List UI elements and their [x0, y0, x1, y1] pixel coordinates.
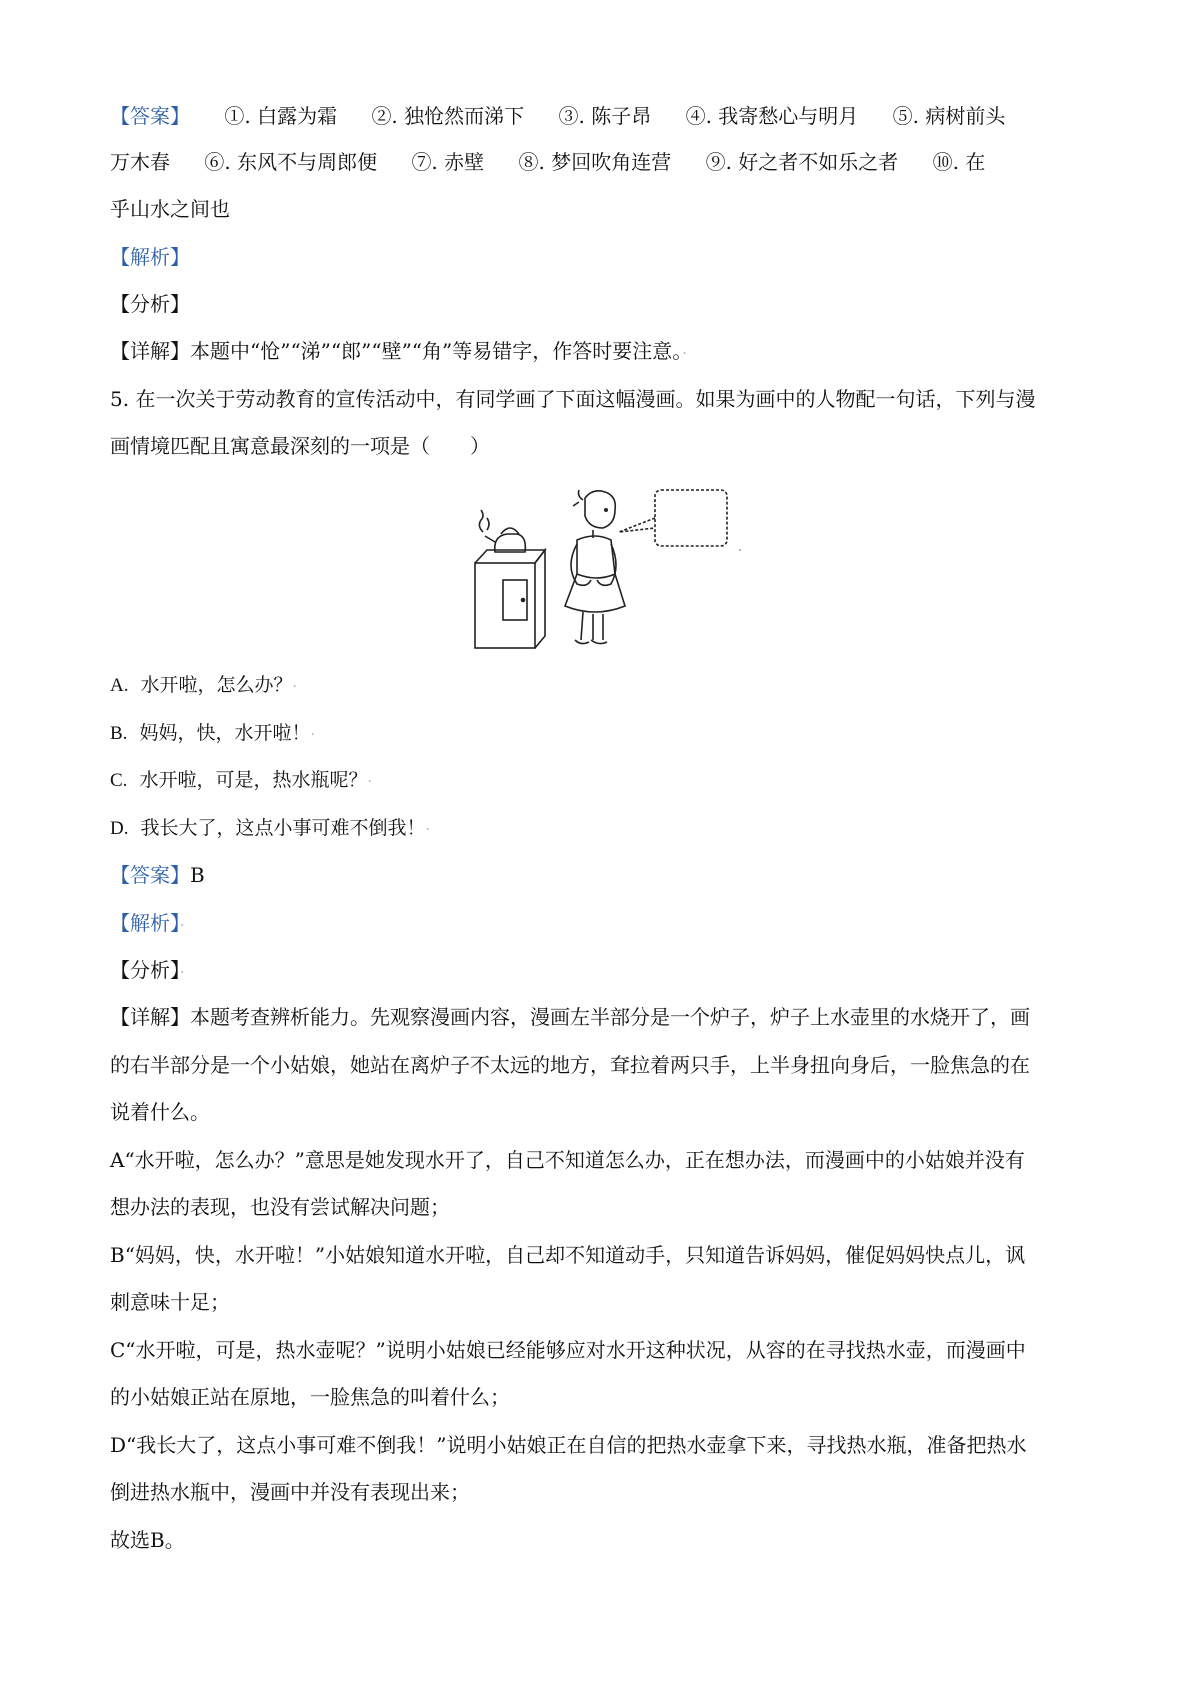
stove-icon	[475, 550, 545, 648]
q5-detail-line-9: 的小姑娘正站在原地，一脸焦急的叫着什么；	[110, 1385, 510, 1409]
option-c: C. 水开啦，可是，热水瓶呢？·	[110, 769, 372, 791]
q4-answer-5: ⑤. 病树前头	[892, 104, 1006, 128]
q5-detail-line-1: 【详解】本题考查辨析能力。先观察漫画内容，漫画左半部分是一个炉子，炉子上水壶里的水烧开了，画	[110, 1005, 1030, 1029]
q4-answer-4: ④. 我寄愁心与明月	[685, 104, 859, 128]
q5-fenxi-tag: 【分析】	[110, 958, 180, 982]
q4-answer-line-3	[110, 194, 1100, 224]
option-c-text: 水开啦，可是，热水瓶呢？	[139, 769, 368, 791]
q5-detail-line-7: 刺意味十足；	[110, 1290, 230, 1314]
kettle-icon	[479, 510, 525, 552]
girl-figure-icon	[565, 490, 625, 644]
option-b-letter: B.	[110, 723, 128, 744]
q4-answer-line-2	[110, 147, 1100, 177]
q4-answer-6: ⑥. 东风不与周郎便	[204, 150, 378, 174]
q4-fenxi-tag: 【分析】	[110, 292, 190, 316]
option-b-text: 妈妈，快，水开啦！	[139, 722, 311, 744]
q5-detail-line-2: 的右半部分是一个小姑娘，她站在离炉子不太远的地方，耷拉着两只手，上半身扭向身后，一脸焦急的在	[110, 1053, 1030, 1077]
q5-analysis-tag-line: 【解析】·	[110, 911, 185, 935]
option-d-letter: D.	[110, 818, 129, 839]
q5-detail-line-3: 说着什么。	[110, 1100, 210, 1124]
q5-answer-value: B	[190, 863, 205, 887]
q5-detail-line-6: B“妈妈，快，水开啦！”小姑娘知道水开啦，自己却不知道动手，只知道告诉妈妈，催促妈妈快点儿，讽	[110, 1243, 1026, 1267]
q4-detail: 【详解】本题中“怆”“涕”“郎”“壁”“角”等易错字，作答时要注意。·	[110, 339, 687, 363]
cartoon-illustration	[465, 488, 785, 653]
option-d: D. 我长大了，这点小事可难不倒我！·	[110, 817, 430, 839]
q4-analysis-tag: 【解析】	[110, 245, 190, 269]
q5-detail-line-11: 倒进热水瓶中，漫画中并没有表现出来；	[110, 1480, 470, 1504]
q5-detail-line-8: C“水开啦，可是，热水壶呢？”说明小姑娘已经能够应对水开这种状况，从容的在寻找热水壶，而漫画中	[110, 1338, 1026, 1362]
speech-bubble-icon	[619, 490, 727, 546]
q4-answer-line-1	[110, 101, 1100, 131]
q4-detail-text: 【详解】本题中“怆”“涕”“郎”“壁”“角”等易错字，作答时要注意。	[110, 339, 683, 363]
q4-answer-8: ⑧. 梦回吹角连营	[518, 150, 672, 174]
option-c-letter: C.	[110, 770, 128, 791]
q5-detail-line-5: 想办法的表现，也没有尝试解决问题；	[110, 1195, 450, 1219]
q4-answer-10: ⑩. 在	[932, 150, 986, 174]
option-b: B. 妈妈，快，水开啦！·	[110, 722, 315, 744]
q4-answer-7: ⑦. 赤壁	[411, 150, 485, 174]
q4-answer-3: ③. 陈子昂	[558, 104, 652, 128]
option-a: A. 水开啦，怎么办？·	[110, 674, 297, 696]
q5-fenxi-tag-line: 【分析】·	[110, 958, 185, 982]
q5-answer-tag: 【答案】	[110, 863, 190, 887]
q5-detail-line-4: A“水开啦，怎么办？”意思是她发现水开了，自己不知道怎么办，正在想办法，而漫画中的小姑娘并没有	[110, 1148, 1025, 1172]
q4-answer-1: ①. 白露为霜	[224, 104, 338, 128]
q5-answer	[110, 860, 1100, 890]
option-a-text: 水开啦，怎么办？	[140, 674, 293, 696]
option-d-text: 我长大了，这点小事可难不倒我！	[140, 817, 426, 839]
q4-answer-5-cont: 万木春	[110, 150, 170, 174]
q4-answer-9: ⑨. 好之者不如乐之者	[705, 150, 899, 174]
q4-answer-10-cont: 乎山水之间也	[110, 197, 230, 221]
option-a-letter: A.	[110, 675, 129, 696]
q5-stem-line-2: 画情境匹配且寓意最深刻的一项是（ ）	[110, 434, 490, 458]
q5-detail-line-10: D“我长大了，这点小事可难不倒我！”说明小姑娘正在自信的把热水壶拿下来，寻找热水瓶，准备把热水	[110, 1433, 1027, 1457]
q5-analysis-tag: 【解析】	[110, 911, 180, 935]
q5-detail-line-12: 故选B。	[110, 1528, 185, 1552]
q4-answer-tag: 【答案】	[110, 104, 190, 128]
q4-answer-2: ②. 独怆然而涕下	[371, 104, 525, 128]
q5-stem-line-1: 5. 在一次关于劳动教育的宣传活动中，有同学画了下面这幅漫画。如果为画中的人物配一句话，下列与漫	[110, 387, 1036, 411]
